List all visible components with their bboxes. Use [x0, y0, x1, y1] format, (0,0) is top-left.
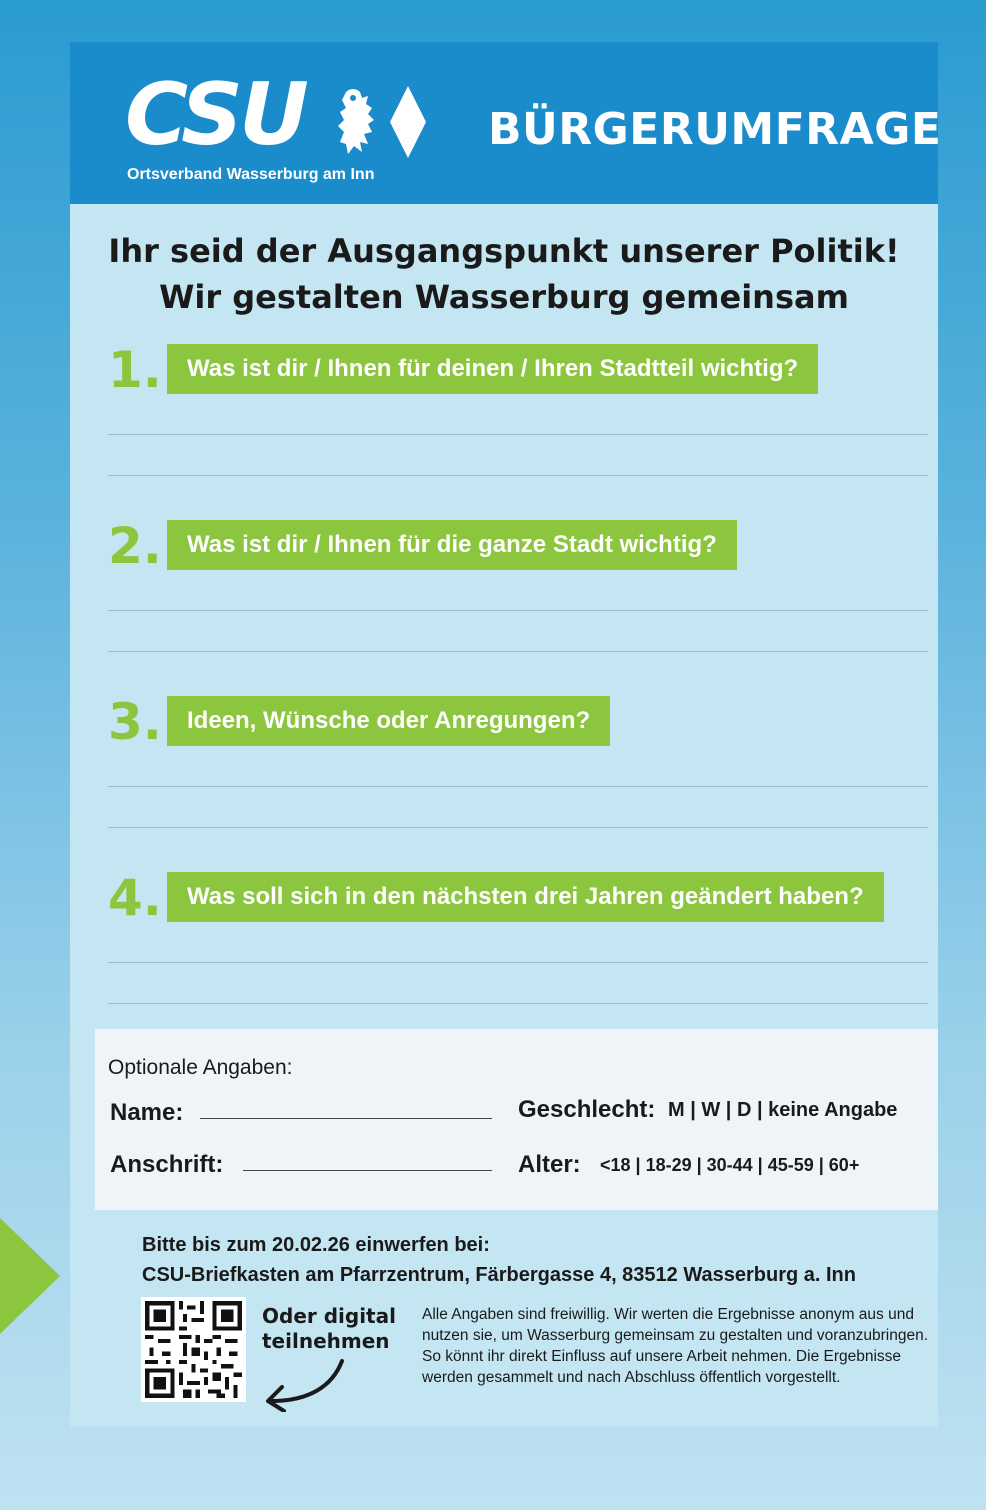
submission-address: CSU-Briefkasten am Pfarrzentrum, Färbergasse 4, 83512 Wasserburg a. Inn: [142, 1264, 856, 1286]
question-number: 2.: [108, 517, 162, 575]
lion-icon: [338, 86, 433, 158]
digital-line2: teilnehmen: [262, 1329, 390, 1353]
question-number: 3.: [108, 693, 162, 751]
question-label: Was soll sich in den nächsten drei Jahren geändert haben?: [167, 872, 884, 922]
age-options[interactable]: <18 | 18-29 | 30-44 | 45-59 | 60+: [600, 1155, 860, 1175]
submission-deadline: Bitte bis zum 20.02.26 einwerfen bei:: [142, 1234, 490, 1256]
age-label: Alter:: [518, 1151, 581, 1178]
answer-line[interactable]: [108, 786, 928, 787]
optional-info-box: [95, 1029, 938, 1210]
answer-line[interactable]: [108, 434, 928, 435]
answer-line[interactable]: [108, 475, 928, 476]
optional-title: Optionale Angaben:: [108, 1056, 293, 1079]
curved-arrow-icon: [260, 1357, 350, 1412]
survey-card: [70, 42, 942, 1427]
gender-options[interactable]: M | W | D | keine Angabe: [668, 1099, 898, 1121]
question-label: Ideen, Wünsche oder Anregungen?: [167, 696, 610, 746]
headline-line1: Ihr seid der Ausgangspunkt unserer Politik!: [108, 232, 900, 270]
digital-line1: Oder digital: [262, 1304, 396, 1328]
header-banner: [70, 42, 942, 204]
address-label: Anschrift:: [110, 1151, 224, 1178]
answer-line[interactable]: [108, 610, 928, 611]
question-label: Was ist dir / Ihnen für deinen / Ihren Stadtteil wichtig?: [167, 344, 818, 394]
answer-line[interactable]: [108, 962, 928, 963]
logo-subtitle: Ortsverband Wasserburg am Inn: [127, 166, 375, 183]
answer-line[interactable]: [108, 827, 928, 828]
answer-line[interactable]: [108, 651, 928, 652]
name-label: Name:: [110, 1099, 184, 1126]
headline: [70, 228, 938, 320]
headline-line2: Wir gestalten Wasserburg gemeinsam: [159, 278, 849, 316]
disclaimer-text: Alle Angaben sind freiwillig. Wir werten die Ergebnisse anonym aus und nutzen sie, um Wasserburg gemeinsam zu gestalten und voranzubringen. So könnt ihr direkt Einfluss auf unsere Arbeit nehmen. Die Ergebnisse werden gesammelt und nach Abschluss öffentlich vorgestellt.: [422, 1306, 929, 1386]
diamond-icon: [390, 86, 426, 158]
name-field[interactable]: [200, 1118, 492, 1119]
question-number: 1.: [108, 341, 162, 399]
header-title: BÜRGERUMFRAGE: [488, 104, 942, 155]
question-number: 4.: [108, 869, 162, 927]
green-pointer-triangle: [0, 1218, 60, 1334]
gender-label: Geschlecht:: [518, 1096, 656, 1123]
qr-code[interactable]: [141, 1297, 246, 1402]
address-field[interactable]: [243, 1170, 492, 1171]
csu-logo-text: CSU: [125, 65, 305, 165]
question-label: Was ist dir / Ihnen für die ganze Stadt wichtig?: [167, 520, 737, 570]
digital-participation: [262, 1304, 402, 1354]
answer-line[interactable]: [108, 1003, 928, 1004]
